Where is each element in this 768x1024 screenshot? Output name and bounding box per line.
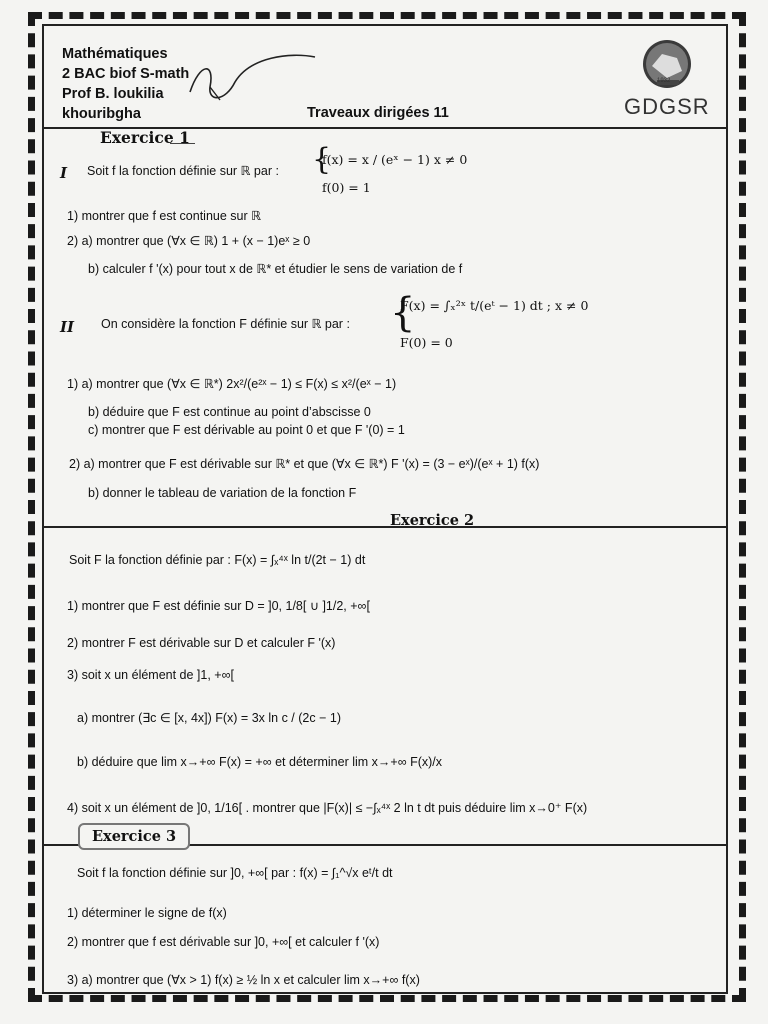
ex1-part2-def-b: F(0) = 0 <box>400 335 453 350</box>
ex3-q3a: 3) a) montrer que (∀x > 1) f(x) ≥ ½ ln x et calculer lim x→+∞ f(x) <box>67 973 420 987</box>
worksheet-title: Traveaux dirigées 11 <box>307 105 449 121</box>
exercise-1-underline <box>170 143 195 144</box>
ex2-q4: 4) soit x un élément de ]0, 1/16[ . montrer que |F(x)| ≤ −∫ₓ⁴ˣ 2 ln t dt puis déduire lim x→0⁺ F(x) <box>67 801 588 815</box>
exercise-1-title: Exercice 1 <box>100 128 190 147</box>
ex1-def-b: f(0) = 1 <box>322 180 371 195</box>
ex1-part2-label: II <box>60 318 75 336</box>
brace-1: { <box>312 142 332 177</box>
exercise-3-title: Exercice 3 <box>78 823 190 850</box>
ex1-part2-def-a: F(x) = ∫ₓ²ˣ t/(eᵗ − 1) dt ; x ≠ 0 <box>400 298 589 313</box>
ex1-p2-q1c: c) montrer que F est dérivable au point 0 et que F '(0) = 1 <box>88 423 405 437</box>
ex1-p2-q1b: b) déduire que F est continue au point d’abscisse 0 <box>88 405 371 419</box>
ex2-q3: 3) soit x un élément de ]1, +∞[ <box>67 668 234 682</box>
exercise-2-divider <box>44 526 726 528</box>
ex1-q1: 1) montrer que f est continue sur ℝ <box>67 209 262 223</box>
ex1-p2-q2a: 2) a) montrer que F est dérivable sur ℝ* et que (∀x ∈ ℝ*) F '(x) = (3 − eˣ)/(eˣ + 1) f(x) <box>69 457 540 471</box>
ex3-intro: Soit f la fonction définie sur ]0, +∞[ par : f(x) = ∫₁^√x eᵗ/t dt <box>77 866 393 880</box>
ex1-q2b: b) calculer f '(x) pour tout x de ℝ* et étudier le sens de variation de f <box>88 262 463 276</box>
brace-2: { <box>390 290 416 336</box>
ex2-intro: Soit F la fonction définie par : F(x) = ∫ₓ⁴ˣ ln t/(2t − 1) dt <box>69 553 366 567</box>
ex1-part2-intro: On considère la fonction F définie sur ℝ par : <box>101 317 350 331</box>
ex2-q2: 2) montrer F est dérivable sur D et calculer F '(x) <box>67 636 336 650</box>
logo-year: 1932 <box>657 78 671 84</box>
ex1-p2-q1a: 1) a) montrer que (∀x ∈ ℝ*) 2x²/(e²ˣ − 1) ≤ F(x) ≤ x²/(eˣ − 1) <box>67 377 397 391</box>
ex1-p2-q2b: b) donner le tableau de variation de la fonction F <box>88 486 357 500</box>
ex2-q1: 1) montrer que F est définie sur D = ]0, 1/8[ ∪ ]1/2, +∞[ <box>67 599 370 613</box>
teacher-name: Prof B. loukilia <box>62 86 164 102</box>
ex1-q2a: 2) a) montrer que (∀x ∈ ℝ) 1 + (x − 1)eˣ ≥ 0 <box>67 234 311 248</box>
handwritten-signature <box>180 52 320 112</box>
subject: Mathématiques <box>62 46 168 62</box>
ex3-q1: 1) déterminer le signe de f(x) <box>67 906 227 920</box>
city: khouribgha <box>62 106 141 122</box>
ex1-part1-intro: Soit f la fonction définie sur ℝ par : <box>87 164 279 178</box>
exercise-2-title: Exercice 2 <box>390 512 475 529</box>
ex3-q2: 2) montrer que f est dérivable sur ]0, +∞[ et calculer f '(x) <box>67 935 380 949</box>
ex1-part1-label: I <box>60 164 68 182</box>
class-level: 2 BAC biof S-math <box>62 66 190 82</box>
ex2-q3b: b) déduire que lim x→+∞ F(x) = +∞ et déterminer lim x→+∞ F(x)/x <box>77 755 443 769</box>
logo-text: GDGSR <box>624 94 710 119</box>
ex1-def-a: f(x) = x / (eˣ − 1) x ≠ 0 <box>322 152 468 167</box>
ex2-q3a: a) montrer (∃c ∈ [x, 4x]) F(x) = 3x ln c / (2c − 1) <box>77 711 341 725</box>
header-info <box>62 44 189 124</box>
